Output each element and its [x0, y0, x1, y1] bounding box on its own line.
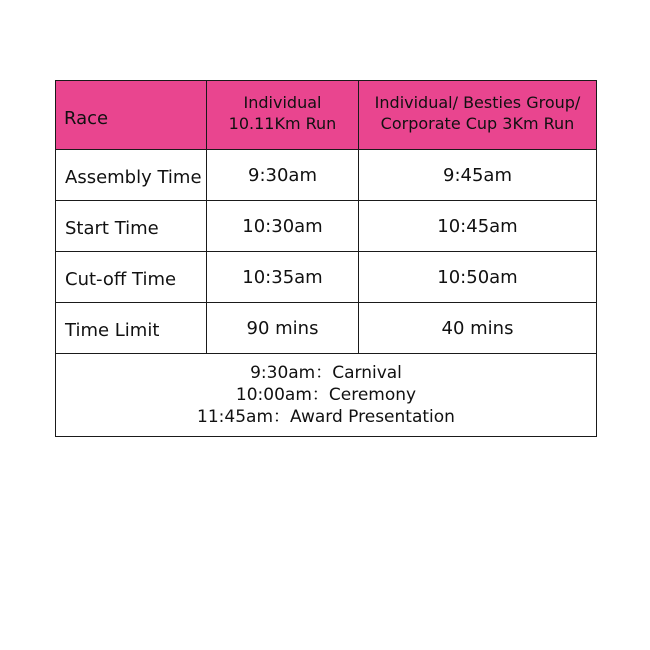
assembly-time-3km: 9:45am: [359, 150, 597, 201]
cutoff-time-3km: 10:50am: [359, 252, 597, 303]
header-10km-run: Individual 10.11Km Run: [207, 81, 359, 150]
time-limit-3km: 40 mins: [359, 303, 597, 354]
note-award-presentation: 11:45am：Award Presentation: [197, 407, 455, 427]
header-3km-run: Individual/ Besties Group/ Corporate Cup 3Km Run: [359, 81, 597, 150]
table-row: [56, 303, 597, 354]
time-limit-10km: 90 mins: [207, 303, 359, 354]
assembly-time-10km: 9:30am: [207, 150, 359, 201]
header-race-label: Race: [56, 81, 207, 150]
row-label-assembly-time: Assembly Time: [56, 150, 207, 201]
start-time-3km: 10:45am: [359, 201, 597, 252]
table-row: [56, 201, 597, 252]
race-schedule-table: [55, 80, 597, 437]
event-notes-row: [56, 354, 597, 437]
start-time-10km: 10:30am: [207, 201, 359, 252]
table-row: [56, 252, 597, 303]
row-label-start-time: Start Time: [56, 201, 207, 252]
table-header-row: [56, 81, 597, 150]
row-label-cutoff-time: Cut-off Time: [56, 252, 207, 303]
cutoff-time-10km: 10:35am: [207, 252, 359, 303]
note-ceremony: 10:00am：Ceremony: [235, 385, 417, 405]
event-notes-cell: [56, 354, 597, 437]
table-row: [56, 150, 597, 201]
note-carnival: 9:30am：Carnival: [250, 363, 402, 383]
row-label-time-limit: Time Limit: [56, 303, 207, 354]
